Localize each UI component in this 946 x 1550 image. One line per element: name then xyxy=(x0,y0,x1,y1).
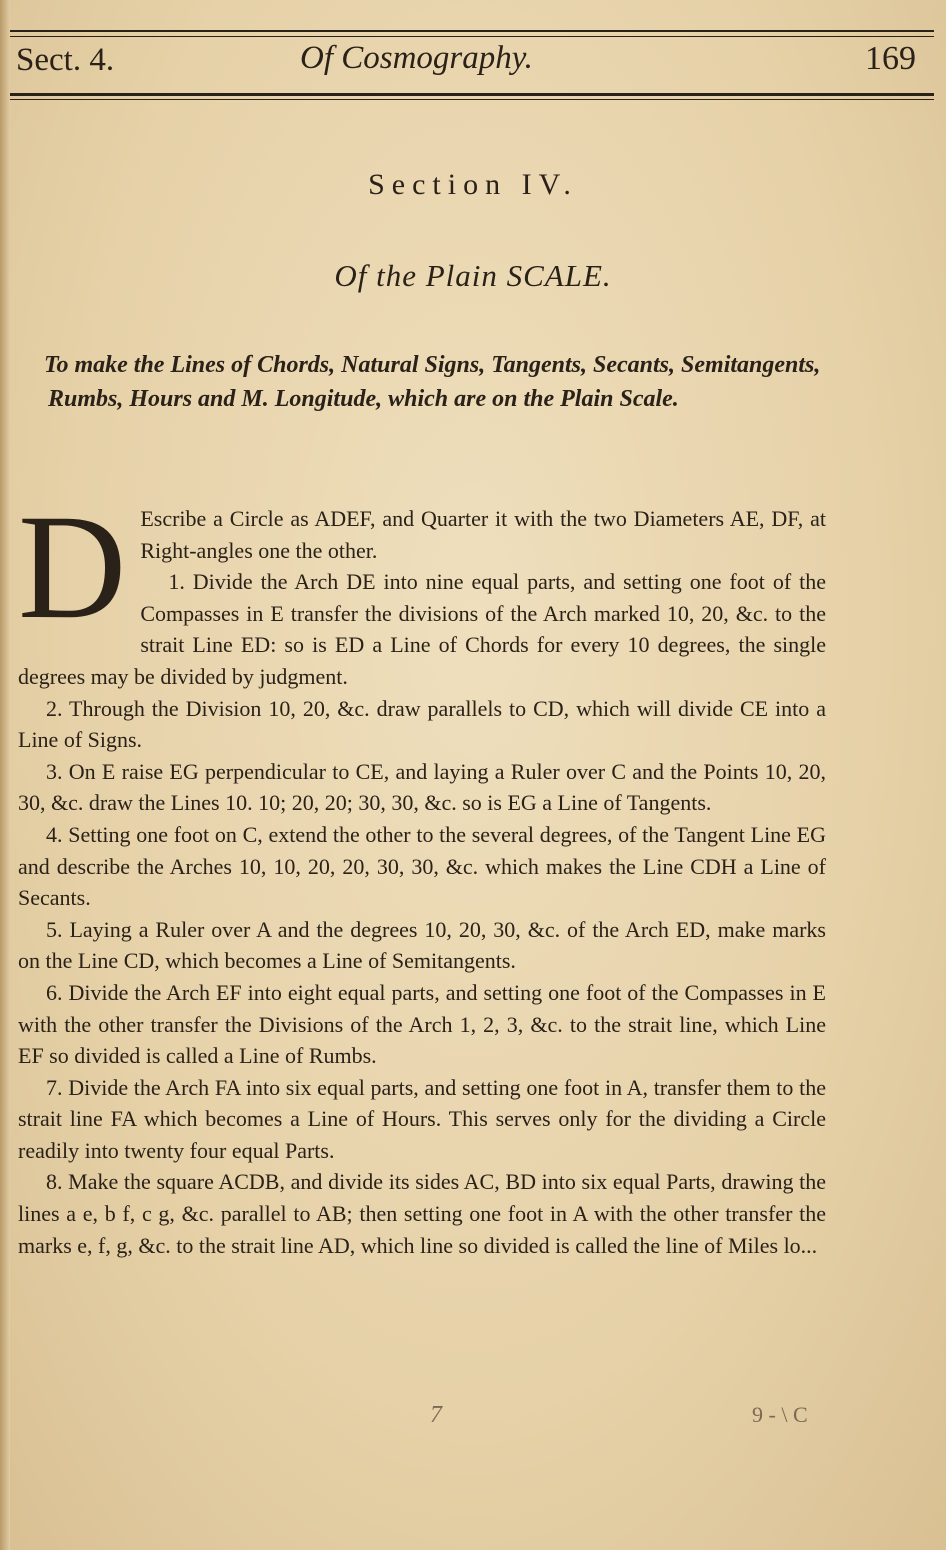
drop-cap: D xyxy=(18,484,127,650)
page-number: 169 xyxy=(865,40,916,77)
header-rule-bottom xyxy=(10,93,934,96)
catchword-left: 7 xyxy=(430,1402,442,1428)
paragraph-2: 2. Through the Division 10, 20, &c. draw parallels to CD, which will divide CE into a Line of Signs. xyxy=(18,695,826,753)
paragraph-8: 8. Make the square ACDB, and divide its sides AC, BD into six equal Parts, drawing the lines a e, b f, c g, &c. parallel to AB; then setting one foot in A with the other transfer the marks e, f, g, &c. to the strait line AD, which line so divided is called the line of Miles lo... xyxy=(18,1169,826,1258)
paragraph-4: 4. Setting one foot on C, extend the other to the several degrees, of the Tangent Line EG and describe the Arches 10, 10, 20, 20, 30, 30, &c. which makes the Line CDH a Line of Secants. xyxy=(18,821,826,911)
paragraph-intro: Escribe a Circle as ADEF, and Quarter it with the two Diameters AE, DF, at Right-angles one the other. xyxy=(140,506,826,563)
header-rule-top-thin xyxy=(10,36,934,37)
section-title: Section IV. xyxy=(368,168,578,201)
paragraph-1: 1. Divide the Arch DE into nine equal parts, and setting one foot of the Compasses in E transfer the divisions of the Arch marked 10, 20, &c. to the strait Line ED: so is ED a Line of Chords for every 10 degrees, the single degrees may be divided by judgment. xyxy=(18,569,826,689)
running-head-title: Of Cosmography. xyxy=(300,40,533,76)
paragraph-7: 7. Divide the Arch FA into six equal parts, and setting one foot in A, transfer them to the strait line FA which becomes a Line of Hours. This serves only for the dividing a Circle readily into twenty four equal Parts. xyxy=(18,1074,826,1163)
catchword-right: 9 - \ C xyxy=(752,1402,808,1427)
running-head-section: Sect. 4. xyxy=(16,42,115,78)
paragraph-6: 6. Divide the Arch EF into eight equal parts, and setting one foot of the Compasses in E with the other transfer the Divisions of the Arch 1, 2, 3, &c. to the strait line, which Line EF so divided is called a Line of Rumbs. xyxy=(18,979,826,1069)
header-rule-bottom-thin xyxy=(10,99,934,100)
rubric-heading: To make the Lines of Chords, Natural Signs, Tangents, Secants, Semitangents, Rumbs, Hours and M. Longitude, which are on the Plain Scale. xyxy=(44,352,821,412)
paragraph-3: 3. On E raise EG perpendicular to CE, and laying a Ruler over C and the Points 10, 20, 30, &c. draw the Lines 10. 10; 20, 20; 30, 30, &c. so is EG a Line of Tangents. xyxy=(18,758,826,816)
section-subtitle: Of the Plain SCALE. xyxy=(334,258,612,293)
body-text xyxy=(18,484,826,1261)
page-gutter xyxy=(0,0,10,1550)
paragraph-5: 5. Laying a Ruler over A and the degrees 10, 20, 30, &c. of the Arch ED, make marks on the Line CD, which becomes a Line of Semitangents. xyxy=(18,916,826,974)
header-rule-top xyxy=(10,30,934,32)
